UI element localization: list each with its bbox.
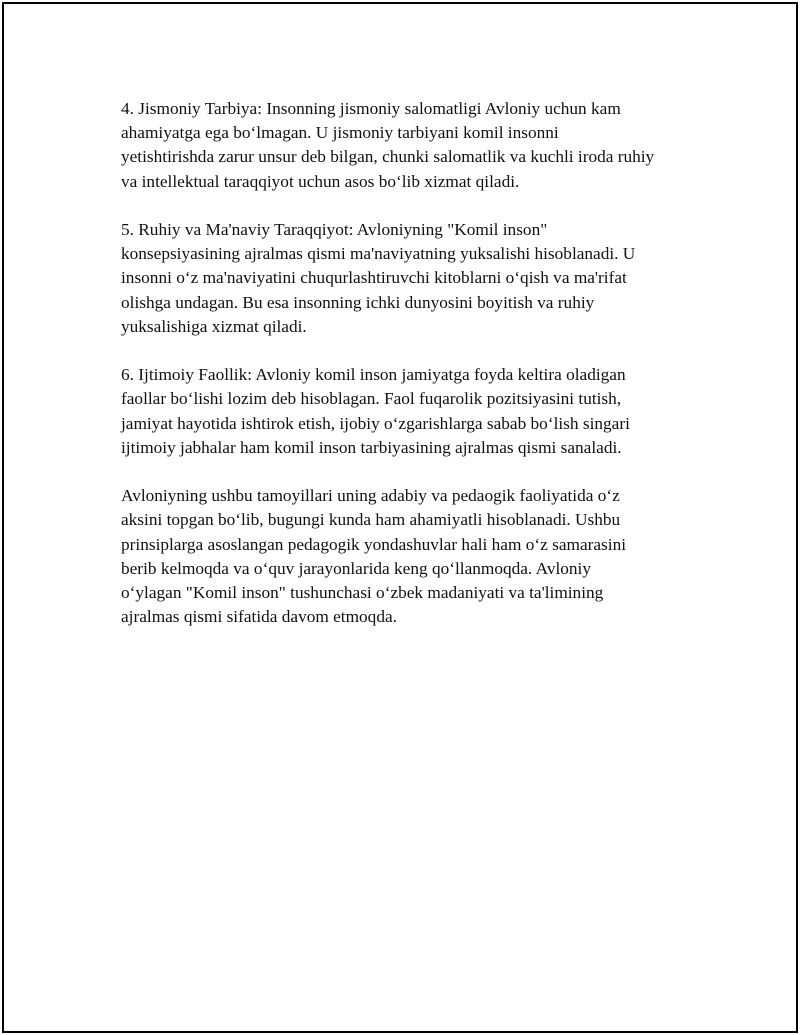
text-line: faollar bo‘lishi lozim deb hisoblagan. Faol fuqarolik pozitsiyasini tutish, [121,389,622,409]
text-line: 4. Jismoniy Tarbiya: Insonning jismoniy salomatligi Avloniy uchun kam [121,99,621,118]
text-line: ahamiyatga ega bo‘lmagan. U jismoniy tarbiyani komil insonni [121,123,559,143]
text-line: jamiyat hayotida ishtirok etish, ijobiy o‘zgarishlarga sabab bo‘lish singari [121,413,630,433]
text-line: yuksalishiga xizmat qiladi. [121,316,307,336]
text-line: o‘ylagan "Komil inson" tushunchasi o‘zbek madaniyati va ta'limining [121,583,604,603]
page-body [121,97,701,654]
text-line: ajralmas qismi sifatida davom etmoqda. [121,607,397,627]
paragraph-conclusion [121,484,701,629]
text-line: insonni o‘z ma'naviyatini chuqurlashtiruvchi kitoblarni o‘qish va ma'rifat [121,268,627,288]
text-line: ijtimoiy jabhalar ham komil inson tarbiyasining ajralmas qismi sanaladi. [121,437,622,457]
page-frame [2,2,798,1033]
text-line: yetishtirishda zarur unsur deb bilgan, chunki salomatlik va kuchli iroda ruhiy [121,147,655,167]
text-line: aksini topgan bo‘lib, bugungi kunda ham ahamiyatli hisoblanadi. Ushbu [121,510,621,530]
text-line: berib kelmoqda va o‘quv jarayonlarida keng qo‘llanmoqda. Avloniy [121,558,591,578]
text-line: va intellektual taraqqiyot uchun asos bo‘lib xizmat qiladi. [121,171,520,191]
paragraph-social-activity [121,363,701,460]
paragraph-spiritual-development [121,218,701,339]
text-line: konsepsiyasining ajralmas qismi ma'naviyatning yuksalishi hisoblanadi. U [121,244,636,264]
text-line: 5. Ruhiy va Ma'naviy Taraqqiyot: Avloniyning "Komil inson" [121,220,548,239]
text-line: olishga undagan. Bu esa insonning ichki dunyosini boyitish va ruhiy [121,292,595,312]
text-line: prinsiplarga asoslangan pedagogik yondashuvlar hali ham o‘z samarasini [121,534,627,554]
paragraph-physical-education [121,97,701,194]
text-line: Avloniyning ushbu tamoyillari uning adabiy va pedaogik faoliyatida o‘z [121,486,620,506]
text-line: 6. Ijtimoiy Faollik: Avloniy komil inson jamiyatga foyda keltira oladigan [121,365,626,385]
